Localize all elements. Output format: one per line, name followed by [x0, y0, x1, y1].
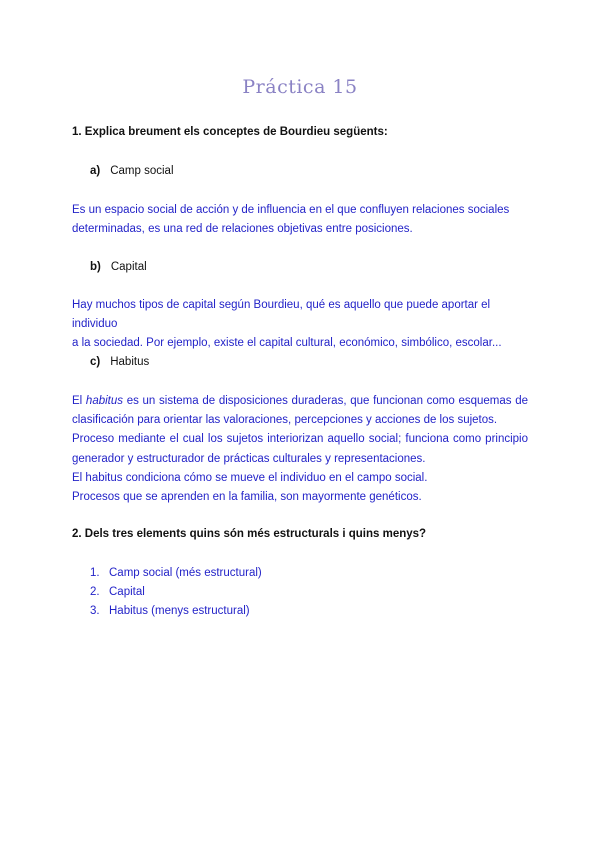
answer-c-paragraph-2: Proceso mediante el cual los sujetos interiorizan aquello social; funciona como principio generador y estructurador de prácticas culturales y representaciones.	[72, 433, 528, 465]
sub-item-a-label: Camp social	[110, 165, 174, 177]
list-item-number: 3.	[90, 605, 100, 618]
list-item-number: 1.	[90, 567, 100, 579]
list-item	[90, 564, 262, 583]
answer-c	[72, 392, 528, 507]
sub-item-c-label: Habitus	[110, 356, 150, 368]
sub-item-b-label: Capital	[110, 261, 147, 273]
list-item-number: 2.	[90, 586, 100, 599]
answer-a-line-1: Es un espacio social de acción y de influencia en el que confluyen relaciones sociales	[72, 204, 510, 216]
list-item	[90, 583, 262, 602]
list-item-text: Camp social (més estructural)	[109, 567, 262, 579]
list-item-text: Capital	[109, 586, 145, 599]
answer-c-p1-rest: es un sistema de disposiciones duraderas, que funcionan como esquemas de clasificación para orientar las valoraciones, percepciones y acciones de los sujetos.	[72, 395, 529, 427]
ordered-list	[90, 564, 262, 622]
sub-item-c	[90, 356, 149, 368]
answer-b	[72, 296, 528, 354]
sub-item-b	[90, 261, 147, 273]
answer-c-p1-prefix: El	[72, 395, 86, 407]
sub-item-a-letter: a)	[90, 165, 101, 177]
list-item	[90, 602, 262, 621]
question-2-heading: 2. Dels tres elements quins són més estructurals i quins menys?	[72, 528, 427, 540]
page-title: Práctica 15	[242, 76, 358, 98]
sub-item-c-letter: c)	[90, 356, 101, 368]
answer-b-line-2: a la sociedad. Por ejemplo, existe el capital cultural, económico, simbólico, escolar...	[72, 337, 502, 350]
sub-item-b-letter: b)	[90, 261, 101, 273]
answer-b-line-1: Hay muchos tipos de capital según Bourdieu, qué es aquello que puede aportar el individuo	[72, 299, 491, 331]
answer-c-paragraph-4: Procesos que se aprenden en la familia, son mayormente genéticos.	[72, 491, 422, 504]
answer-a-line-2: determinadas, es una red de relaciones objetivas entre posiciones.	[72, 223, 413, 236]
answer-c-paragraph-3: El habitus condiciona cómo se mueve el individuo en el campo social.	[72, 471, 428, 484]
sub-item-a	[90, 165, 174, 177]
list-item-text: Habitus (menys estructural)	[109, 605, 250, 618]
answer-c-p1-italic: habitus	[85, 395, 124, 407]
answer-c-paragraph-1	[72, 392, 528, 430]
question-1-heading: 1. Explica breument els conceptes de Bourdieu següents:	[72, 126, 388, 138]
answer-a	[72, 201, 528, 239]
